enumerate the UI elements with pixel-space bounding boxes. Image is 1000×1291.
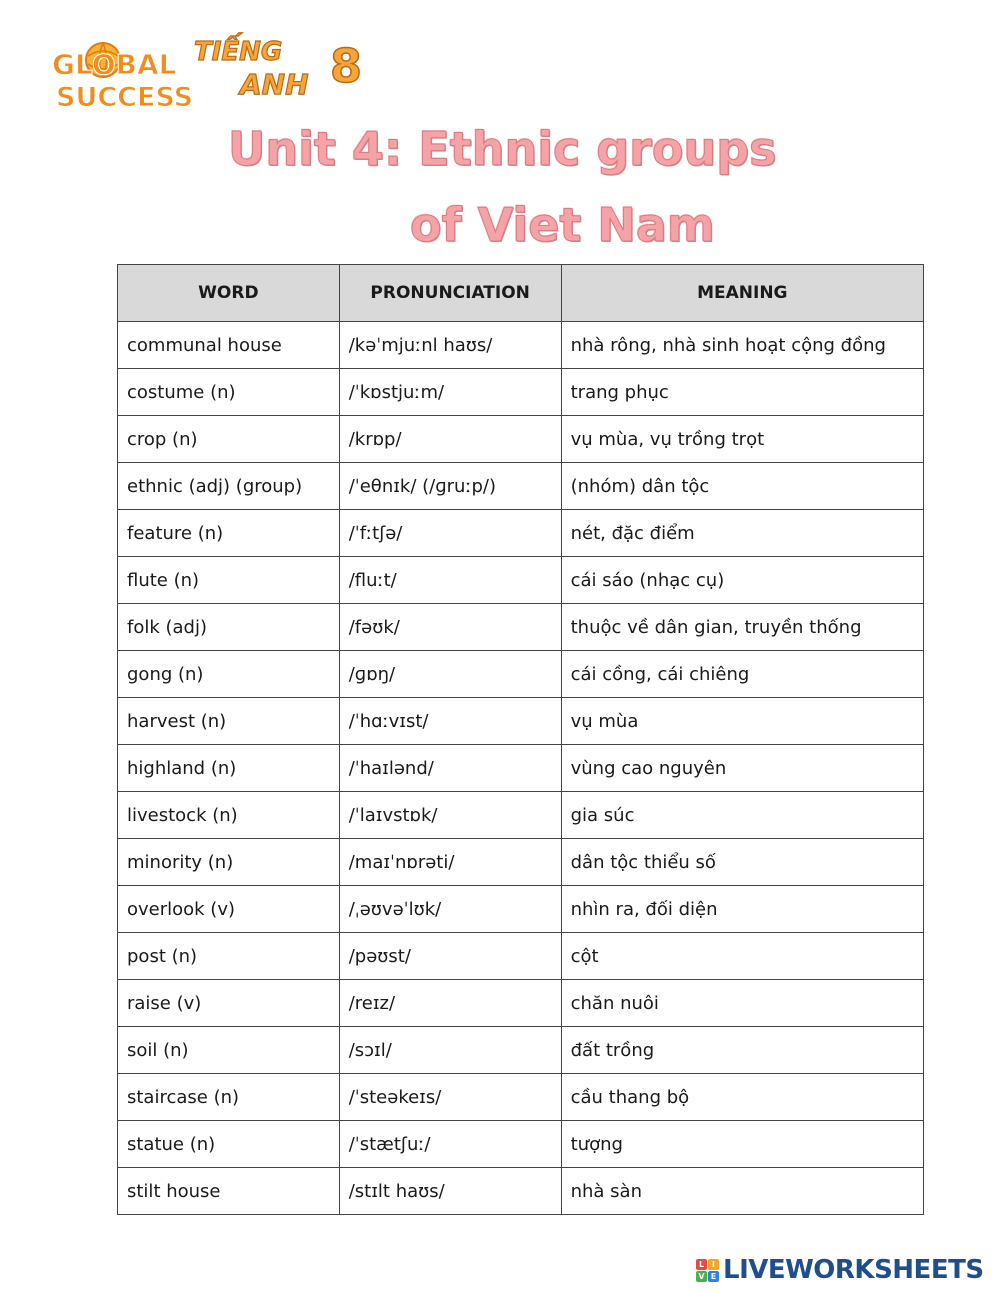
cell-word: feature (n) <box>118 510 340 557</box>
cell-pronunciation: /pəʊst/ <box>339 933 561 980</box>
cell-pronunciation: /ˈfːtʃə/ <box>339 510 561 557</box>
table-row <box>118 1027 924 1074</box>
logo-global-text-2: SUCCESS <box>56 82 194 113</box>
vocabulary-table <box>117 264 924 1215</box>
cell-meaning: chăn nuôi <box>561 980 923 1027</box>
cell-meaning: gia súc <box>561 792 923 839</box>
header-meaning: MEANING <box>561 265 923 322</box>
table-row <box>118 745 924 792</box>
cell-pronunciation: /sɔɪl/ <box>339 1027 561 1074</box>
tieng-anh-8-logo <box>190 30 380 110</box>
cell-pronunciation: /ˈhaɪlənd/ <box>339 745 561 792</box>
cell-pronunciation: /reɪz/ <box>339 980 561 1027</box>
icon-letter-i: I <box>708 1259 719 1270</box>
cell-meaning: nét, đặc điểm <box>561 510 923 557</box>
cell-pronunciation: /krɒp/ <box>339 416 561 463</box>
table-row <box>118 604 924 651</box>
cell-word: soil (n) <box>118 1027 340 1074</box>
liveworksheets-icon <box>696 1259 719 1282</box>
icon-letter-e: E <box>708 1271 719 1282</box>
cell-meaning: nhìn ra, đối diện <box>561 886 923 933</box>
cell-pronunciation: /ˌəʊvəˈlʊk/ <box>339 886 561 933</box>
table-row <box>118 322 924 369</box>
liveworksheets-text: LIVEWORKSHEETS <box>723 1255 984 1285</box>
cell-word: post (n) <box>118 933 340 980</box>
cell-word: harvest (n) <box>118 698 340 745</box>
table-row <box>118 886 924 933</box>
cell-word: statue (n) <box>118 1121 340 1168</box>
cell-meaning: thuộc về dân gian, truyền thống <box>561 604 923 651</box>
cell-pronunciation: /kəˈmjuːnl haʊs/ <box>339 322 561 369</box>
cell-meaning: vùng cao nguyên <box>561 745 923 792</box>
cell-pronunciation: /maɪˈnɒrəti/ <box>339 839 561 886</box>
cell-word: costume (n) <box>118 369 340 416</box>
header-pronunciation: PRONUNCIATION <box>339 265 561 322</box>
cell-meaning: cột <box>561 933 923 980</box>
global-success-logo <box>48 34 194 114</box>
cell-meaning: đất trồng <box>561 1027 923 1074</box>
header-word: WORD <box>118 265 340 322</box>
logo-anh-text: ANH <box>240 68 309 101</box>
cell-meaning: trang phục <box>561 369 923 416</box>
table-row <box>118 510 924 557</box>
liveworksheets-brand <box>696 1252 984 1288</box>
global-success-logo-graphic <box>48 34 194 114</box>
cell-word: flute (n) <box>118 557 340 604</box>
table-row <box>118 557 924 604</box>
cell-pronunciation: /fluːt/ <box>339 557 561 604</box>
cell-pronunciation: /ˈsteəkeɪs/ <box>339 1074 561 1121</box>
tieng-anh-logo-graphic <box>190 30 380 110</box>
table-row <box>118 463 924 510</box>
cell-pronunciation: /fəʊk/ <box>339 604 561 651</box>
table-header-row <box>118 265 924 322</box>
page-title-line-2: of Viet Nam <box>410 198 715 252</box>
cell-meaning: (nhóm) dân tộc <box>561 463 923 510</box>
table-row <box>118 933 924 980</box>
table-row <box>118 980 924 1027</box>
cell-pronunciation: /ˈhɑːvɪst/ <box>339 698 561 745</box>
table-row <box>118 839 924 886</box>
icon-letter-v: V <box>696 1271 707 1282</box>
table-row <box>118 1074 924 1121</box>
table-row <box>118 416 924 463</box>
cell-meaning: cái cồng, cái chiêng <box>561 651 923 698</box>
cell-meaning: cầu thang bộ <box>561 1074 923 1121</box>
table-row <box>118 792 924 839</box>
cell-word: crop (n) <box>118 416 340 463</box>
cell-word: livestock (n) <box>118 792 340 839</box>
table-row <box>118 1121 924 1168</box>
page-title-line-1: Unit 4: Ethnic groups <box>228 122 777 176</box>
table-row <box>118 651 924 698</box>
cell-pronunciation: /stɪlt haʊs/ <box>339 1168 561 1215</box>
icon-letter-l: L <box>696 1259 707 1270</box>
table-row <box>118 369 924 416</box>
cell-pronunciation: /ˈkɒstjuːm/ <box>339 369 561 416</box>
cell-word: staircase (n) <box>118 1074 340 1121</box>
cell-word: stilt house <box>118 1168 340 1215</box>
cell-meaning: vụ mùa <box>561 698 923 745</box>
cell-pronunciation: /ˈstætʃuː/ <box>339 1121 561 1168</box>
cell-pronunciation: /ˈlaɪvstɒk/ <box>339 792 561 839</box>
cell-word: overlook (v) <box>118 886 340 933</box>
cell-word: raise (v) <box>118 980 340 1027</box>
cell-word: highland (n) <box>118 745 340 792</box>
cell-pronunciation: /ˈeθnɪk/ (/ɡruːp/) <box>339 463 561 510</box>
cell-meaning: nhà sàn <box>561 1168 923 1215</box>
table-row <box>118 1168 924 1215</box>
cell-meaning: cái sáo (nhạc cụ) <box>561 557 923 604</box>
cell-word: minority (n) <box>118 839 340 886</box>
cell-word: gong (n) <box>118 651 340 698</box>
cell-word: communal house <box>118 322 340 369</box>
logo-tieng-text: TIẾNG <box>194 37 283 67</box>
cell-meaning: nhà rông, nhà sinh hoạt cộng đồng <box>561 322 923 369</box>
cell-meaning: tượng <box>561 1121 923 1168</box>
cell-meaning: vụ mùa, vụ trồng trọt <box>561 416 923 463</box>
table-row <box>118 698 924 745</box>
table-body <box>118 322 924 1215</box>
cell-meaning: dân tộc thiểu số <box>561 839 923 886</box>
cell-word: ethnic (adj) (group) <box>118 463 340 510</box>
logo-number-8: 8 <box>330 39 363 93</box>
cell-pronunciation: /ɡɒŋ/ <box>339 651 561 698</box>
logo-global-text-1: GLOBAL <box>52 48 177 81</box>
cell-word: folk (adj) <box>118 604 340 651</box>
